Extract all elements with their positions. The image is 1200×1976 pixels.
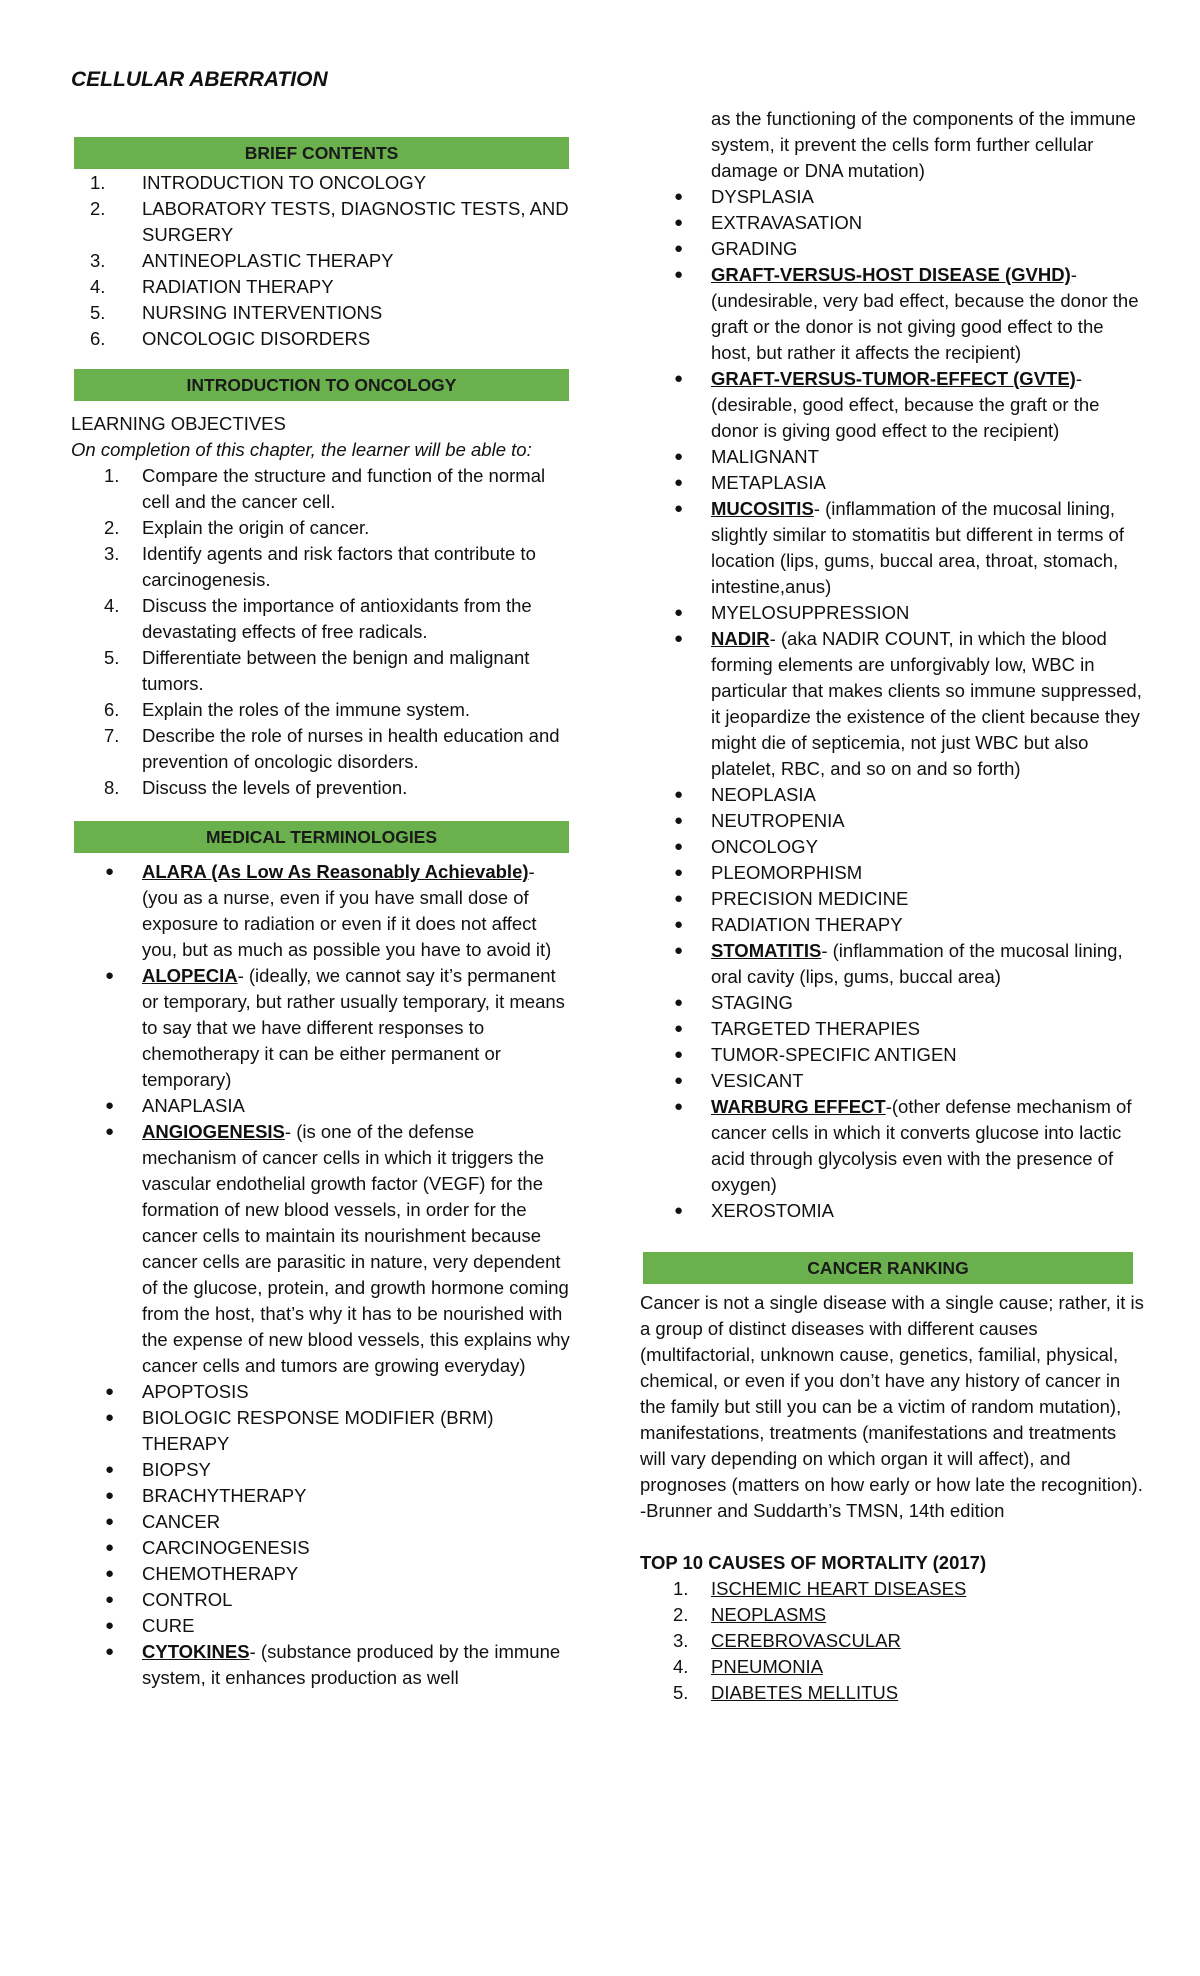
bullet-icon: ● [105,1383,115,1400]
terminology-list-right [640,106,1145,1224]
list-item [71,1587,571,1613]
term-description: CARCINOGENESIS [142,1537,310,1558]
term-description: CURE [142,1615,195,1636]
bullet-icon: ● [674,214,684,231]
right-column [640,106,1145,1706]
term-description: CANCER [142,1511,221,1532]
list-text: RADIATION THERAPY [142,276,334,297]
list-number: 3. [90,250,106,271]
list-item [640,912,1145,938]
bullet-icon: ● [674,370,684,387]
cancer-ranking-paragraph: Cancer is not a single disease with a single cause; rather, it is a group of distinct diseases with different causes (multifactorial, unknown cause, genetics, familial, physical, chemical, or even if you don’t have any history of cancer in the family but still you can be a victim of random mutation), manifestations, treatments (manifestations and treatments will vary depending on which organ it will affect), and prognoses (matters on how early or how late the recognition). -Brunner and Suddarth’s TMSN, 14th edition [640,1292,1144,1521]
list-item [640,366,1145,444]
term-description: STAGING [711,992,793,1013]
list-item [640,1016,1145,1042]
list-number: 4. [90,276,106,297]
list-text: Describe the role of nurses in health education and prevention of oncologic disorders. [142,725,560,772]
bullet-icon: ● [674,1020,684,1037]
bullet-icon: ● [674,1046,684,1063]
list-item [640,444,1145,470]
intro-header: INTRODUCTION TO ONCOLOGY [74,369,569,401]
bullet-icon: ● [674,188,684,205]
list-item [640,262,1145,366]
list-text: ISCHEMIC HEART DISEASES [711,1578,967,1599]
term-description: - (ideally, we cannot say it’s permanent or temporary, but rather usually temporary, it means to say that we have different responses to chemotherapy it can be either permanent or temporary) [142,965,565,1090]
list-text: ANTINEOPLASTIC THERAPY [142,250,394,271]
list-item [640,1576,1145,1602]
term-label: WARBURG EFFECT [711,1096,886,1117]
term-description: - (undesirable, very bad effect, because the donor the graft or the donor is not giving good effect to the host, but rather it affects the recipient) [711,264,1139,363]
bullet-icon: ● [674,266,684,283]
objectives-title: LEARNING OBJECTIVES [71,413,286,434]
term-label: MUCOSITIS [711,498,814,519]
term-label: CYTOKINES [142,1641,250,1662]
list-item [640,860,1145,886]
list-text: PNEUMONIA [711,1656,824,1677]
bullet-icon: ● [674,448,684,465]
bullet-icon: ● [105,863,115,880]
term-description: CONTROL [142,1589,233,1610]
list-item [640,1068,1145,1094]
list-text: Identify agents and risk factors that contribute to carcinogenesis. [142,543,536,590]
list-item [640,1198,1145,1224]
list-item [71,1483,571,1509]
term-description: APOPTOSIS [142,1381,249,1402]
list-item [640,1628,1145,1654]
list-item [71,196,571,248]
term-label: ALARA (As Low As Reasonably Achievable) [142,861,529,882]
list-item [640,1654,1145,1680]
list-item [640,184,1145,210]
bullet-icon: ● [674,864,684,881]
bullet-icon: ● [105,1487,115,1504]
list-number: 1. [673,1578,689,1599]
term-description: EXTRAVASATION [711,212,863,233]
term-description: MYELOSUPPRESSION [711,602,910,623]
bullet-icon: ● [674,1202,684,1219]
bullet-icon: ● [674,1098,684,1115]
list-item [640,834,1145,860]
list-item [71,515,571,541]
list-item [71,697,571,723]
list-text: LABORATORY TESTS, DIAGNOSTIC TESTS, AND SURGERY [142,198,569,245]
term-description: - (you as a nurse, even if you have small dose of exposure to radiation or even if it does not affect you, but as much as possible you have to avoid it) [142,861,552,960]
list-item [71,1639,571,1691]
mortality-title: TOP 10 CAUSES OF MORTALITY (2017) [640,1552,987,1573]
bullet-icon: ● [105,1565,115,1582]
term-description: - (aka NADIR COUNT, in which the blood forming elements are unforgivably low, WBC in particular that makes clients so immune suppressed, it jeopardize the existence of the client because they might die of septicemia, not just WBC but also platelet, RBC, and so on and so forth) [711,628,1142,779]
list-item [71,1405,571,1457]
list-item [640,496,1145,600]
list-item [71,1119,571,1379]
term-description: NEOPLASIA [711,784,816,805]
list-item [71,326,571,352]
bullet-icon: ● [105,1591,115,1608]
list-number: 2. [104,517,120,538]
list-item [640,886,1145,912]
term-description: BIOLOGIC RESPONSE MODIFIER (BRM) THERAPY [142,1407,494,1454]
bullet-icon: ● [674,1072,684,1089]
bullet-icon: ● [105,1513,115,1530]
left-column [71,137,571,1691]
list-number: 1. [104,465,120,486]
term-description: - (desirable, good effect, because the graft or the donor is giving good effect to the recipient) [711,368,1100,441]
list-item [640,1680,1145,1706]
bullet-icon: ● [674,500,684,517]
list-item [71,1613,571,1639]
list-item [640,990,1145,1016]
list-number: 6. [104,699,120,720]
list-number: 1. [90,172,106,193]
list-item [71,170,571,196]
list-text: NURSING INTERVENTIONS [142,302,383,323]
list-item [640,470,1145,496]
list-item [71,274,571,300]
bullet-spacer [640,106,711,184]
bullet-icon: ● [674,474,684,491]
bullet-icon: ● [105,1617,115,1634]
term-description: - (is one of the defense mechanism of cancer cells in which it triggers the vascular endothelial growth factor (VEGF) for the formation of new blood vessels, in order for the cancer cells to maintain its nourishment because cancer cells are parasitic in nature, very dependent of the glucose, protein, and growth hormone coming from the host, that’s why it has to be nourished with the expense of new blood vessels, this explains why cancer cells and tumors are growing everyday) [142,1121,570,1376]
list-item [71,1379,571,1405]
list-number: 8. [104,777,120,798]
list-text: NEOPLASMS [711,1604,827,1625]
term-description: RADIATION THERAPY [711,914,903,935]
term-description: PLEOMORPHISM [711,862,863,883]
term-description: NEUTROPENIA [711,810,845,831]
bullet-icon: ● [674,942,684,959]
list-number: 3. [104,543,120,564]
list-item [640,600,1145,626]
list-number: 7. [104,725,120,746]
list-number: 6. [90,328,106,349]
list-text: INTRODUCTION TO ONCOLOGY [142,172,427,193]
term-description: TARGETED THERAPIES [711,1018,921,1039]
list-item [71,775,571,801]
list-item-continuation [640,106,1145,184]
bullet-icon: ● [674,994,684,1011]
terminologies-header: MEDICAL TERMINOLOGIES [74,821,569,853]
list-number: 5. [673,1682,689,1703]
brief-contents-header: BRIEF CONTENTS [74,137,569,169]
list-item [71,593,571,645]
list-item [71,1561,571,1587]
term-label: STOMATITIS [711,940,822,961]
term-description: - (inflammation of the mucosal lining, oral cavity (lips, gums, buccal area) [711,940,1123,987]
list-text: Discuss the importance of antioxidants from the devastating effects of free radicals. [142,595,532,642]
bullet-icon: ● [105,1461,115,1478]
list-item [71,1093,571,1119]
list-item [640,782,1145,808]
list-item [71,645,571,697]
bullet-icon: ● [105,1123,115,1140]
term-label: GRAFT-VERSUS-HOST DISEASE (GVHD) [711,264,1071,285]
list-item [640,626,1145,782]
list-text: Explain the origin of cancer. [142,517,370,538]
bullet-icon: ● [674,916,684,933]
term-description: VESICANT [711,1070,804,1091]
term-label: ALOPECIA [142,965,238,986]
term-description: CHEMOTHERAPY [142,1563,299,1584]
bullet-icon: ● [674,604,684,621]
list-number: 4. [673,1656,689,1677]
term-description: GRADING [711,238,798,259]
list-text: Explain the roles of the immune system. [142,699,471,720]
list-number: 4. [104,595,120,616]
term-description: -(other defense mechanism of cancer cells in which it converts glucose into lactic acid through glycolysis even with the presence of oxygen) [711,1096,1132,1195]
brief-contents-list [71,170,571,352]
list-number: 5. [90,302,106,323]
bullet-icon: ● [105,1409,115,1426]
list-item [71,1509,571,1535]
list-number: 3. [673,1630,689,1651]
list-item [71,963,571,1093]
term-description: PRECISION MEDICINE [711,888,909,909]
list-item [640,808,1145,834]
list-item [71,463,571,515]
list-item [71,1457,571,1483]
list-item [71,248,571,274]
term-label: GRAFT-VERSUS-TUMOR-EFFECT (GVTE) [711,368,1076,389]
list-text: Differentiate between the benign and malignant tumors. [142,647,530,694]
bullet-icon: ● [674,786,684,803]
bullet-icon: ● [674,240,684,257]
term-label: NADIR [711,628,770,649]
list-text: ONCOLOGIC DISORDERS [142,328,371,349]
term-description: - (substance produced by the immune system, it enhances production as well [142,1641,561,1688]
term-description: XEROSTOMIA [711,1200,835,1221]
bullet-icon: ● [674,890,684,907]
term-description: - (inflammation of the mucosal lining, slightly similar to stomatitis but different in terms of location (lips, gums, buccal area, throat, stomach, intestine,anus) [711,498,1124,597]
term-description: as the functioning of the components of the immune system, it prevent the cells form further cellular damage or DNA mutation) [711,108,1136,181]
list-number: 2. [90,198,106,219]
list-item [640,1094,1145,1198]
bullet-icon: ● [105,1539,115,1556]
bullet-icon: ● [105,1097,115,1114]
term-description: BRACHYTHERAPY [142,1485,307,1506]
term-description: DYSPLASIA [711,186,814,207]
list-number: 5. [104,647,120,668]
list-item [71,1535,571,1561]
list-item [71,859,571,963]
list-text: Discuss the levels of prevention. [142,777,408,798]
bullet-icon: ● [674,630,684,647]
list-item [640,1602,1145,1628]
terminology-list-left [71,859,571,1691]
list-text: CEREBROVASCULAR [711,1630,901,1651]
term-description: ANAPLASIA [142,1095,245,1116]
objectives-intro: On completion of this chapter, the learner will be able to: [71,439,532,460]
term-description: METAPLASIA [711,472,826,493]
bullet-icon: ● [105,1643,115,1660]
mortality-list [640,1576,1145,1706]
term-description: ONCOLOGY [711,836,818,857]
term-description: BIOPSY [142,1459,211,1480]
list-item [640,236,1145,262]
bullet-icon: ● [105,967,115,984]
list-text: DIABETES MELLITUS [711,1682,899,1703]
list-item [71,300,571,326]
page-title: CELLULAR ABERRATION [71,68,328,91]
list-item [640,1042,1145,1068]
objectives-list [71,463,571,801]
cancer-ranking-header: CANCER RANKING [643,1252,1133,1284]
list-item [640,938,1145,990]
list-item [640,210,1145,236]
list-number: 2. [673,1604,689,1625]
term-label: ANGIOGENESIS [142,1121,285,1142]
term-description: MALIGNANT [711,446,819,467]
bullet-icon: ● [674,838,684,855]
list-item [71,541,571,593]
bullet-icon: ● [674,812,684,829]
list-text: Compare the structure and function of the normal cell and the cancer cell. [142,465,546,512]
term-description: TUMOR-SPECIFIC ANTIGEN [711,1044,957,1065]
list-item [71,723,571,775]
